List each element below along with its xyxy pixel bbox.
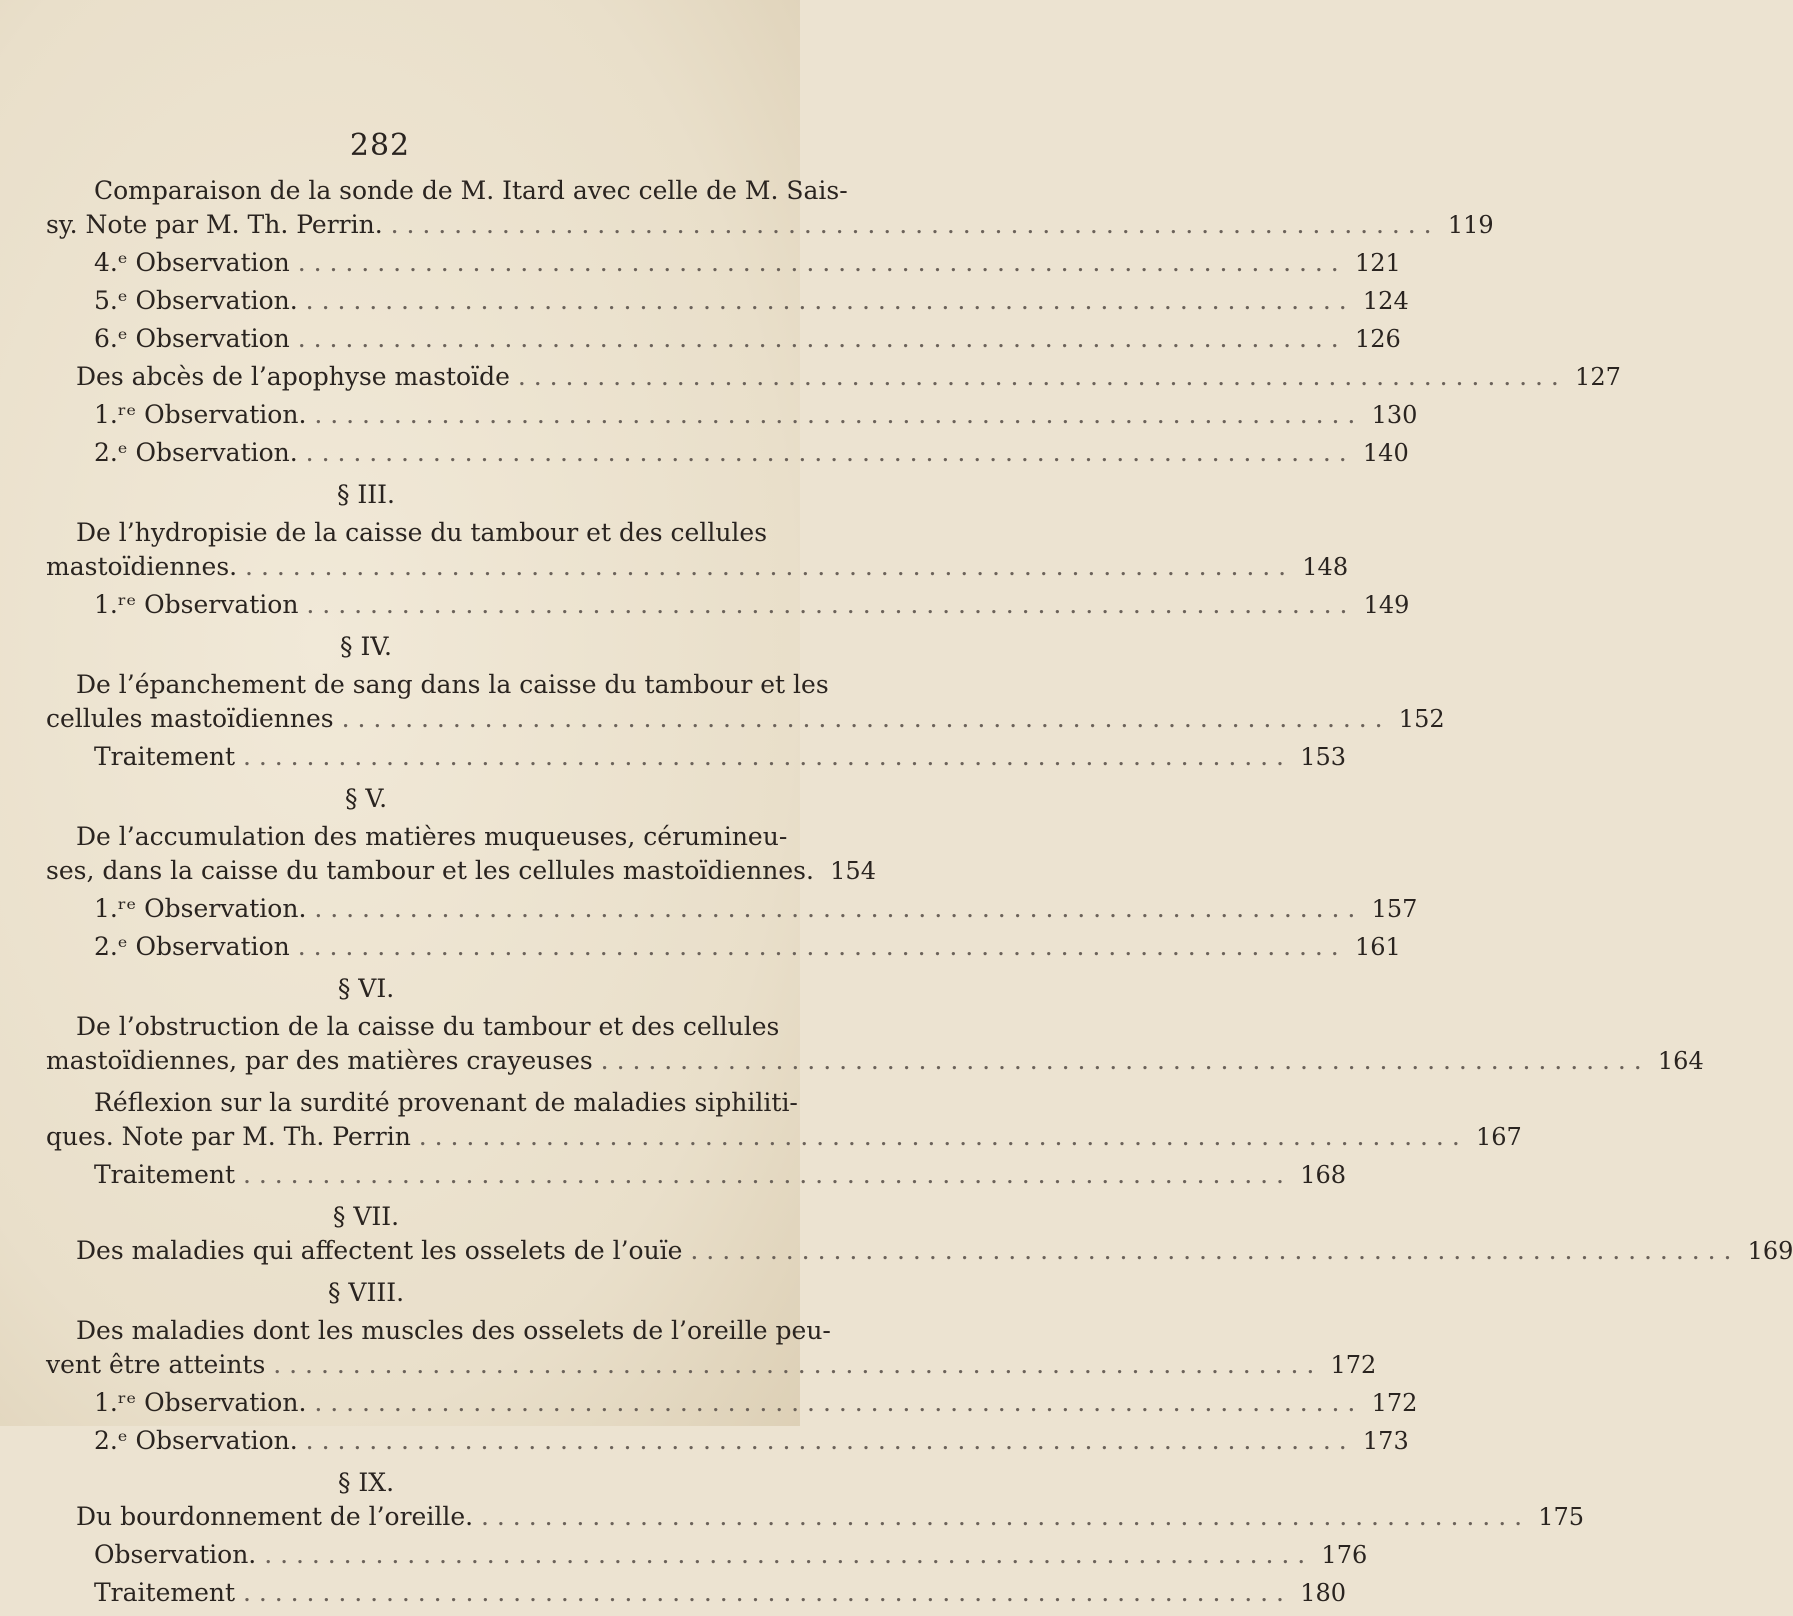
toc-entry: [46, 248, 1401, 286]
toc-entry-label: 4.ᵉ Observation . . .: [46, 248, 1339, 277]
toc-page-ref: 126: [1354, 325, 1401, 353]
toc-line: De l’épanchement de sang dans la caisse du tambour et les: [76, 670, 829, 699]
toc-page-ref: 140: [1362, 439, 1409, 467]
toc-line: Comparaison de la sonde de M. Itard avec celle de M. Sais-: [94, 176, 848, 205]
toc-entry-label: Des maladies qui affectent les osselets de l’ouïe . . .: [46, 1236, 1731, 1265]
toc-entry: [46, 362, 1621, 400]
section-heading: § IX.: [337, 1468, 395, 1497]
toc-page-ref: 169: [1747, 1237, 1793, 1265]
toc-entry-label: ques. Note par M. Th. Perrin . . .: [46, 1122, 1460, 1151]
toc-entry: [46, 704, 1445, 742]
toc-page-ref: 176: [1321, 1541, 1368, 1569]
table-of-contents: [46, 172, 1793, 1616]
toc-entry-label: mastoïdiennes. . . .: [46, 552, 1286, 581]
toc-page-ref: 168: [1300, 1161, 1346, 1189]
toc-line: Réflexion sur la surdité provenant de maladies siphiliti-: [94, 1088, 798, 1117]
toc-entry: [46, 400, 1418, 438]
toc-entry-label: 5.ᵉ Observation. . . .: [46, 286, 1347, 315]
toc-entry: [46, 286, 1409, 324]
section-heading: § VIII.: [327, 1278, 405, 1307]
toc-entry-label: Traitement . . .: [46, 1160, 1284, 1189]
toc-entry-label: Du bourdonnement de l’oreille. . . .: [46, 1502, 1522, 1531]
toc-entry: [46, 856, 876, 894]
toc-page-ref: 152: [1398, 705, 1445, 733]
toc-page-ref: 167: [1475, 1123, 1522, 1151]
toc-entry: [46, 1540, 1368, 1578]
toc-page-ref: 127: [1575, 363, 1621, 391]
toc-entry: [46, 894, 1418, 932]
toc-entry: [46, 1160, 1346, 1198]
toc-entry-label: Traitement . . .: [46, 742, 1284, 771]
toc-page-ref: 121: [1354, 249, 1401, 277]
toc-page-ref: 172: [1371, 1389, 1418, 1417]
toc-entry: [46, 1122, 1522, 1160]
toc-page-ref: 149: [1363, 591, 1410, 619]
toc-entry-label: cellules mastoïdiennes . . .: [46, 704, 1383, 733]
toc-line: Des maladies dont les muscles des osselets de l’oreille peu-: [76, 1316, 831, 1345]
section-heading: § III.: [336, 480, 396, 509]
section-heading: § IV.: [340, 632, 392, 661]
toc-entry: [46, 1046, 1704, 1084]
toc-page-ref: 180: [1300, 1579, 1346, 1607]
toc-entry-label: 2.ᵉ Observation. . . .: [46, 438, 1347, 467]
toc-entry-label: 2.ᵉ Observation . . .: [46, 932, 1339, 961]
page-number: 282: [349, 128, 411, 163]
toc-entry-label: Observation. . . .: [46, 1540, 1305, 1569]
toc-page-ref: 119: [1447, 211, 1494, 239]
toc-entry: [46, 552, 1349, 590]
toc-entry-label: 1.ʳᵉ Observation. . . .: [46, 400, 1355, 429]
toc-entry: [46, 1426, 1409, 1464]
toc-page-ref: 130: [1371, 401, 1418, 429]
toc-entry: [46, 1236, 1793, 1274]
toc-entry-label: 1.ʳᵉ Observation. . . .: [46, 1388, 1355, 1417]
toc-page-ref: 148: [1302, 553, 1349, 581]
toc-page-ref: 172: [1330, 1351, 1377, 1379]
toc-entry-label: mastoïdiennes, par des matières crayeuses . . .: [46, 1046, 1642, 1075]
toc-line: De l’accumulation des matières muqueuses, cérumineu-: [76, 822, 788, 851]
toc-page-ref: 161: [1354, 933, 1401, 961]
toc-entry: [46, 742, 1346, 780]
toc-page-ref: 153: [1300, 743, 1346, 771]
toc-entry-label: ses, dans la caisse du tambour et les cellules mastoïdiennes.: [46, 856, 814, 885]
toc-page-ref: 124: [1362, 287, 1409, 315]
toc-entry: [46, 590, 1410, 628]
toc-page-ref: 154: [830, 857, 876, 885]
toc-entry: [46, 210, 1494, 248]
toc-entry-label: Des abcès de l’apophyse mastoïde . . .: [46, 362, 1559, 391]
toc-page-ref: 173: [1362, 1427, 1409, 1455]
toc-line: De l’hydropisie de la caisse du tambour et des cellules: [76, 518, 768, 547]
toc-entry-label: 6.ᵉ Observation . . .: [46, 324, 1339, 353]
toc-line: De l’obstruction de la caisse du tambour et des cellules: [76, 1012, 780, 1041]
toc-entry-label: 1.ʳᵉ Observation . . .: [46, 590, 1347, 619]
section-heading: § VII.: [332, 1202, 400, 1231]
toc-entry-label: vent être atteints . . .: [46, 1350, 1314, 1379]
section-heading: § VI.: [337, 974, 395, 1003]
section-heading: § V.: [344, 784, 388, 813]
toc-entry: [46, 438, 1409, 476]
toc-entry: [46, 1388, 1418, 1426]
toc-page-ref: 157: [1371, 895, 1418, 923]
toc-entry: [46, 1350, 1377, 1388]
toc-entry-label: 1.ʳᵉ Observation. . . .: [46, 894, 1355, 923]
toc-page-ref: 164: [1657, 1047, 1704, 1075]
toc-entry-label: Traitement . . .: [46, 1578, 1284, 1607]
toc-entry: [46, 324, 1401, 362]
toc-entry: [46, 1502, 1585, 1540]
toc-entry-label: 2.ᵉ Observation. . . .: [46, 1426, 1347, 1455]
toc-entry: [46, 1578, 1346, 1616]
toc-entry: [46, 932, 1401, 970]
toc-entry-label: sy. Note par M. Th. Perrin. . . .: [46, 210, 1432, 239]
toc-page-ref: 175: [1538, 1503, 1585, 1531]
